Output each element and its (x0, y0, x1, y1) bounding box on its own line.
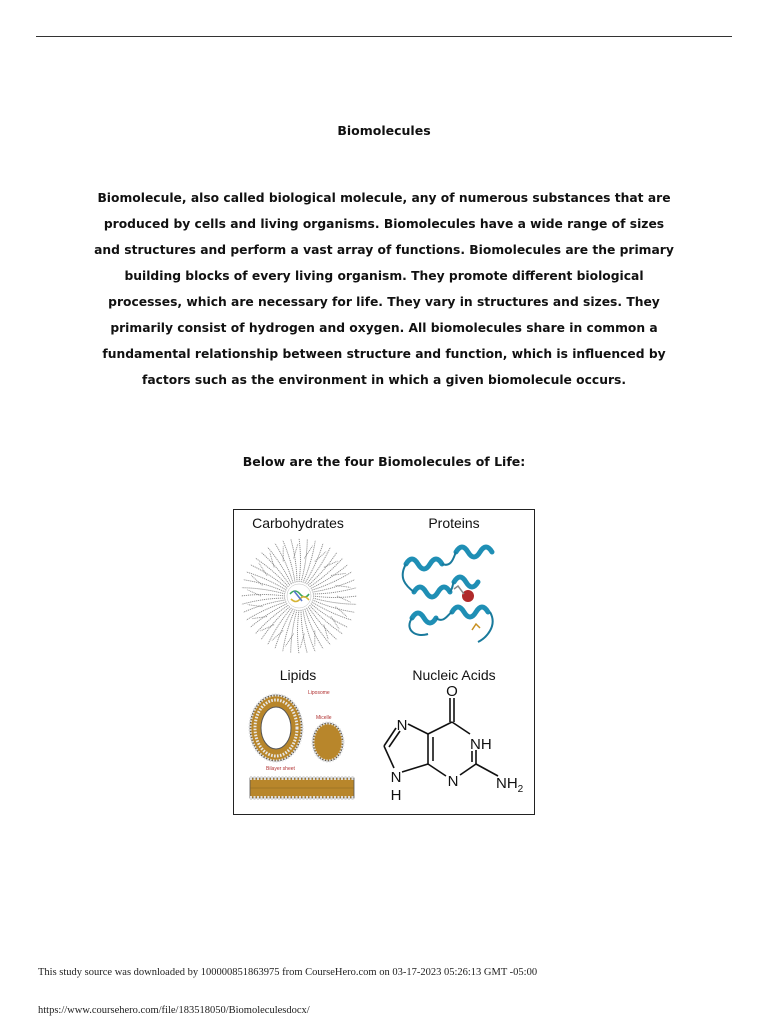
bilayer-sheet-shape (250, 778, 354, 798)
oxygen-atom: O (446, 683, 458, 700)
top-rule (36, 36, 732, 37)
nitrogen-atom-3: N (447, 773, 459, 790)
download-notice: This study source was downloaded by 100000851863975 from CourseHero.com on 03-17-2023 05:26:13 GMT -05:00 (38, 967, 538, 978)
bilayer-caption: Bilayer sheet (266, 766, 295, 772)
document-title: Biomolecules (337, 123, 431, 138)
amino-group: $NH_2$ (496, 775, 524, 795)
liposome-shape (250, 695, 302, 761)
carbohydrates-label: Carbohydrates (252, 515, 344, 531)
figure-heading: Below are the four Biomolecules of Life: (242, 454, 526, 469)
lipids-label: Lipids (279, 667, 317, 683)
nh-group: NH (470, 736, 492, 753)
hydrogen-atom: H (390, 787, 402, 804)
intro-paragraph: Biomolecule, also called biological molecule, any of numerous substances that are produced by cells and living organisms. Biomolecules have a wide range of sizes and structures and perform a vast array of functions. Biomolecules are the primary building blocks of every living organism. They promote different biological processes, which are necessary for life. They vary in structures and sizes. They primarily consist of hydrogen and oxygen. All biomolecules share in common a fundamental relationship between structure and function, which is influenced by factors such as the environment in which a given biomolecule occurs. (94, 191, 674, 387)
lipid-structures-image (246, 686, 358, 804)
proteins-label: Proteins (428, 515, 480, 531)
source-url[interactable]: https://www.coursehero.com/file/183518050/Biomoleculesdocx/ (38, 1005, 310, 1016)
carbohydrate-structure-image (236, 534, 362, 658)
protein-ribbon-image (394, 534, 512, 648)
liposome-caption: Liposome (308, 690, 330, 696)
guanine-structure-image (372, 682, 532, 808)
nucleic-acids-label: Nucleic Acids (412, 667, 496, 683)
micelle-caption: Micelle (316, 715, 332, 721)
biomolecules-figure (233, 509, 535, 815)
nitrogen-atom-9: N (390, 769, 402, 786)
nitrogen-atom-7: N (396, 717, 408, 734)
micelle-shape (313, 723, 343, 761)
